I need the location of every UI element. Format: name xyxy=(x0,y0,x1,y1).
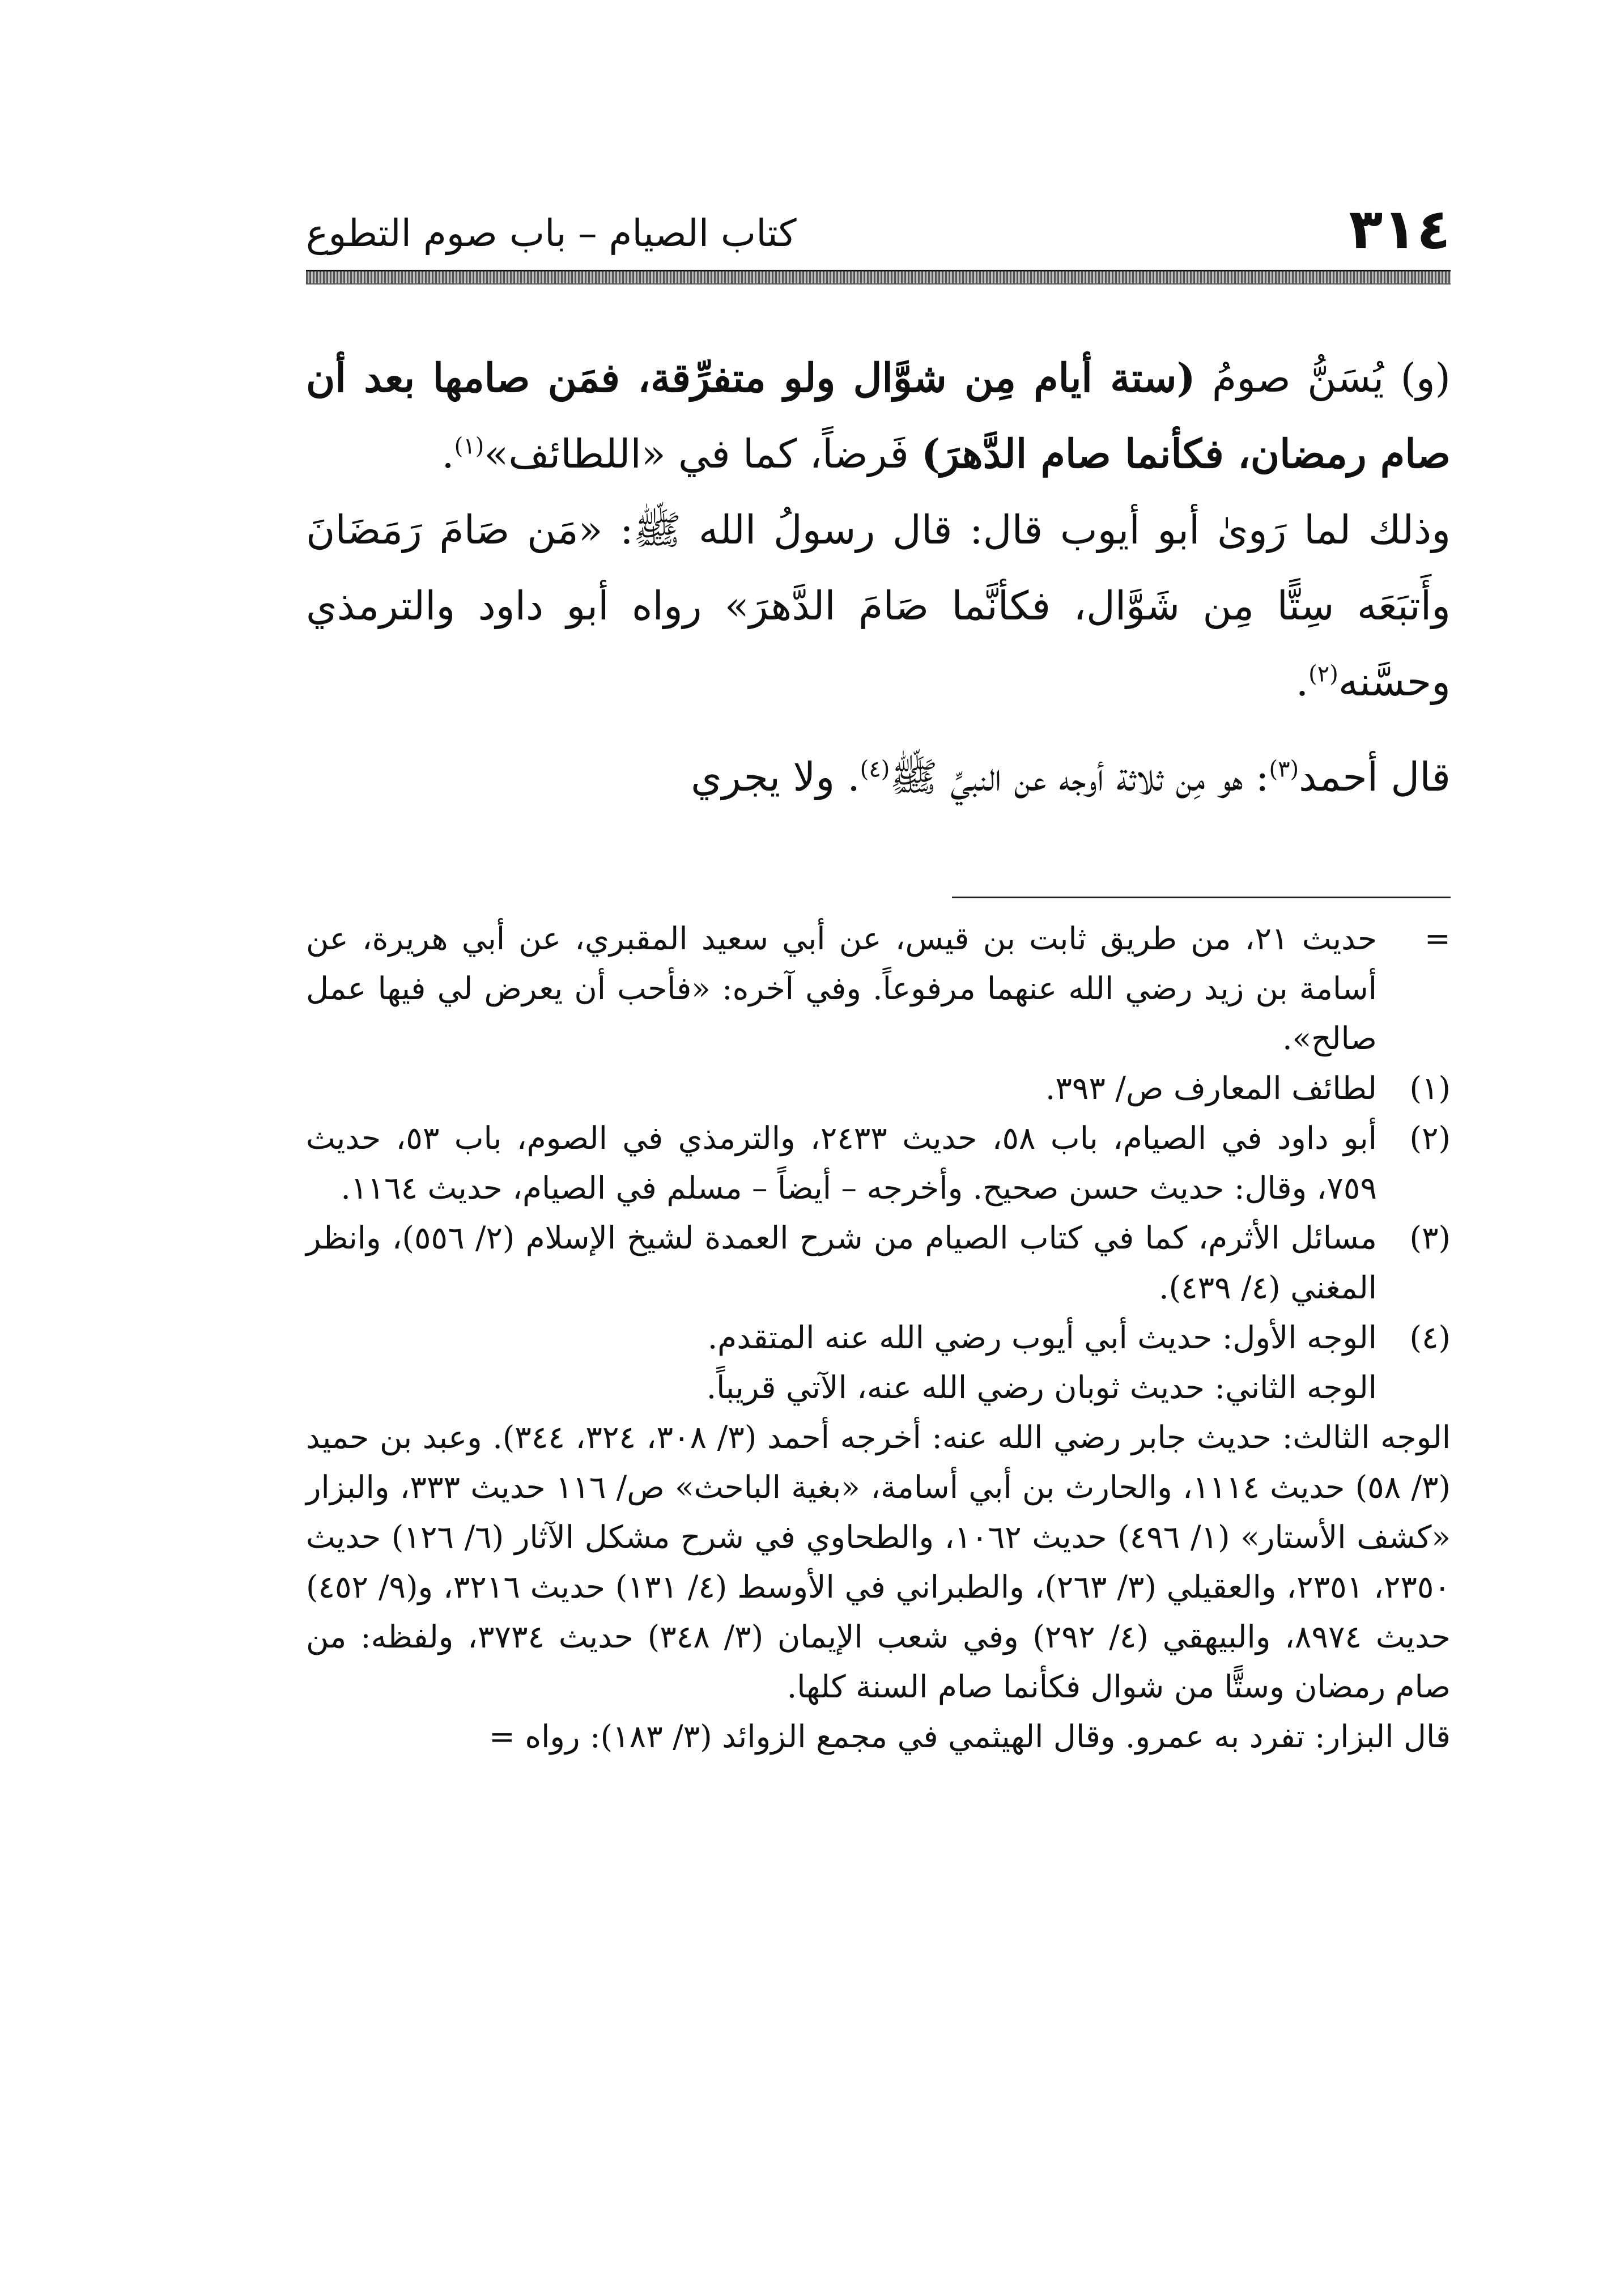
paragraph-2 xyxy=(306,492,1451,720)
footnote-4-marker: (٤) xyxy=(1409,1319,1451,1356)
p2-end: . xyxy=(1295,659,1309,705)
footnote-ref-4: (٤) xyxy=(860,756,890,783)
p1-prefix: (و) يُسَنُّ صومُ xyxy=(1195,355,1451,401)
p1-end: . xyxy=(441,431,454,477)
p2-text: وذلك لما رَوىٰ أبو أيوب قال: قال رسولُ الله ﷺ: «مَن صَامَ رَمَضَانَ وأَتبَعَه سِتًّا مِن شَوَّال، فكأنَّما صَامَ الدَّهرَ» رواه أبو داود والترمذي وحسَّنه xyxy=(306,507,1451,705)
running-header xyxy=(306,198,1451,261)
footnote-1 xyxy=(306,1063,1451,1113)
footnote-last-line: قال البزار: تفرد به عمرو. وقال الهيثمي في مجمع الزوائد (٣/ ١٨٣): رواه = xyxy=(488,1718,1451,1755)
footnote-2-text: أبو داود في الصيام، باب ٥٨، حديث ٢٤٣٣، والترمذي في الصوم، باب ٥٣، حديث ٧٥٩، وقال: حديث حسن صحيح. وأخرجه – أيضاً – مسلم في الصيام، حديث ١١٦٤. xyxy=(306,1120,1377,1206)
footnote-ref-3: (٣) xyxy=(1269,756,1299,783)
p1-matn-bold: (ستة أيام مِن شوَّال ولو متفرِّقة، فمَن صامها بعد أن صام رمضان، فكأنما صام الدَّهرَ) xyxy=(306,354,1451,477)
footnote-1-marker: (١) xyxy=(1409,1070,1451,1106)
footnote-4-line-1: الوجه الأول: حديث أبي أيوب رضي الله عنه المتقدم. xyxy=(707,1319,1377,1356)
header-divider xyxy=(306,270,1451,284)
p1-tail: فَرضاً، كما في «اللطائف» xyxy=(484,431,922,477)
footnote-2-marker: (٢) xyxy=(1409,1120,1451,1156)
p3-c: . ولا يجري xyxy=(691,754,860,800)
running-title: كتاب الصيام – باب صوم التطوع xyxy=(306,211,797,255)
footnote-3-text: مسائل الأثرم، كما في كتاب الصيام من شرح العمدة لشيخ الإسلام (٢/ ٥٥٦)، وانظر المغني (٤/ ٤٣٩). xyxy=(306,1220,1377,1306)
footnote-separator xyxy=(952,897,1451,898)
footnote-4-line-3: الوجه الثالث: حديث جابر رضي الله عنه: أخرجه أحمد (٣/ ٣٠٨، ٣٢٤، ٣٤٤). وعبد بن حميد (٣/ ٥٨) حديث ١١١٤، والحارث بن أبي أسامة، «بغية الباحث» ص/ ١١٦ حديث ٣٣٣، والبزار «كشف الأستار» (١/ ٤٩٦) حديث ١٠٦٢، والطحاوي في شرح مشكل الآثار (٦/ ١٢٦) حديث ٢٣٥٠، ٢٣٥١، والعقيلي (٣/ ٢٦٣)، والطبراني في الأوسط (٤/ ١٣١) حديث ٣٢١٦، و(٩/ ٤٥٢) حديث ٨٩٧٤، والبيهقي (٤/ ٢٩٢) وفي شعب الإيمان (٣/ ٣٤٨) حديث ٣٧٣٤، ولفظه: من صام رمضان وستًّا من شوال فكأنما صام السنة كلها. xyxy=(306,1419,1451,1705)
paragraph-1 xyxy=(306,340,1451,492)
footnote-1-text: لطائف المعارف ص/ ٣٩٣. xyxy=(1045,1070,1377,1106)
main-text xyxy=(306,340,1451,815)
footnote-ref-1: (١) xyxy=(454,433,484,460)
footnotes xyxy=(306,914,1451,1761)
paragraph-3 xyxy=(306,739,1451,815)
footnote-3-marker: (٣) xyxy=(1409,1220,1451,1256)
footnote-2 xyxy=(306,1113,1451,1213)
footnote-continuation-marker: = xyxy=(1424,920,1451,957)
footnote-4-line-2: الوجه الثاني: حديث ثوبان رضي الله عنه، الآتي قريباً. xyxy=(706,1369,1377,1405)
footnote-4 xyxy=(306,1313,1451,1362)
page-number: ٣١٤ xyxy=(1349,197,1451,262)
footnote-continuation-text: حديث ٢١، من طريق ثابت بن قيس، عن أبي سعيد المقبري، عن أبي هريرة، عن أسامة بن زيد رضي الله عنهما مرفوعاً. وفي آخره: «فأحب أن يعرض لي فيها عمل صالح». xyxy=(306,920,1377,1056)
footnote-continuation xyxy=(306,914,1451,1063)
footnote-ref-2: (٢) xyxy=(1308,661,1338,687)
footnote-3 xyxy=(306,1213,1451,1313)
p3-b: : هو مِن ثلاثة أوجه عن النبيِّ ﷺ xyxy=(890,754,1269,800)
p3-a: قال أحمد xyxy=(1299,754,1451,800)
